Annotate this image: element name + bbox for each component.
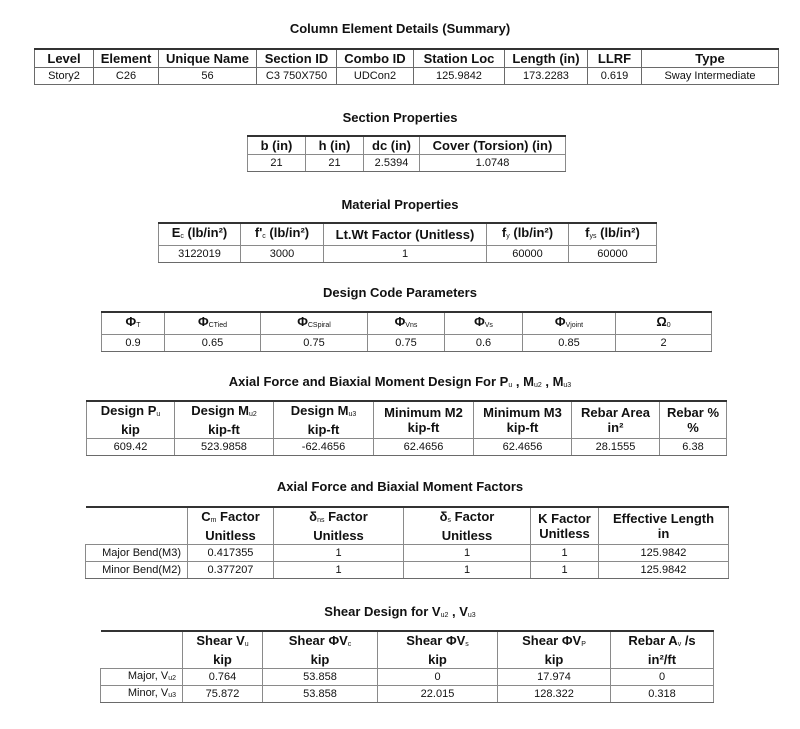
axial-title-text: Axial Force and Biaxial Moment Design For P xyxy=(228,374,509,389)
header-unit: kip xyxy=(213,652,232,667)
table-row xyxy=(35,68,779,85)
ec-subscript: c xyxy=(180,233,184,240)
header-text: Design M xyxy=(191,403,249,418)
header-text: K Factor xyxy=(538,511,591,526)
shear-title-sub: u2 xyxy=(440,612,449,619)
axial-title-text: , M xyxy=(512,374,534,389)
header-fy xyxy=(487,223,569,246)
axial-header-row xyxy=(87,401,727,439)
moment-factors-title: Axial Force and Biaxial Moment Factors xyxy=(276,479,524,494)
header-fc xyxy=(241,223,324,246)
cell-combo-id: UDCon2 xyxy=(337,68,414,85)
table-row xyxy=(248,155,566,172)
cell-k: 1 xyxy=(531,545,599,562)
header-sub: u xyxy=(244,641,249,648)
cell-rebar-area: 28.1555 xyxy=(572,439,660,456)
header-unit: kip-ft xyxy=(208,422,240,437)
cell-cm: 0.417355 xyxy=(188,545,274,562)
header-ec xyxy=(159,223,241,246)
header-text: Effective Length xyxy=(612,511,715,526)
phi-symbol: Φ xyxy=(125,314,137,329)
cell-llrf: 0.619 xyxy=(588,68,642,85)
cell-effective-length: 125.9842 xyxy=(599,545,729,562)
header-text: Minimum M2 xyxy=(384,405,463,420)
material-properties-title: Material Properties xyxy=(341,197,459,212)
ec-symbol: E xyxy=(171,225,181,240)
header-shear-vu xyxy=(183,631,263,669)
cell-fy: 60000 xyxy=(487,246,569,263)
header-text: Rebar % xyxy=(666,405,720,420)
phi-symbol: Φ xyxy=(197,314,209,329)
cell-section-id: C3 750X750 xyxy=(257,68,337,85)
phi-subscript: CSpiral xyxy=(307,322,331,329)
cell-phi-t: 0.9 xyxy=(102,335,165,352)
cell-shear-phivp: 17.974 xyxy=(498,669,611,686)
fc-subscript: c xyxy=(262,233,266,240)
header-text: Factor xyxy=(216,509,260,524)
cell-phi-vns: 0.75 xyxy=(368,335,445,352)
header-phi-t xyxy=(102,312,165,335)
header-unit: Unitless xyxy=(205,528,256,543)
row-label-text: Minor, V xyxy=(127,686,169,699)
design-code-title: Design Code Parameters xyxy=(323,285,477,300)
axial-title-sub: u3 xyxy=(563,382,572,389)
cell-ec: 3122019 xyxy=(159,246,241,263)
header-sub: s xyxy=(447,517,452,524)
moment-factors-table xyxy=(85,506,729,579)
omega-subscript: 0 xyxy=(666,322,671,329)
fy-subscript: y xyxy=(506,233,510,240)
table-row xyxy=(102,335,712,352)
cell-shear-phivc: 53.858 xyxy=(263,686,378,703)
header-ltwt: Lt.Wt Factor (Unitless) xyxy=(324,223,487,246)
header-unit: kip-ft xyxy=(307,422,340,437)
section-properties-table xyxy=(247,135,566,172)
header-effective-length xyxy=(599,507,729,545)
cell-shear-phivc: 53.858 xyxy=(263,669,378,686)
cell-element: C26 xyxy=(94,68,159,85)
header-design-mu2 xyxy=(175,401,274,439)
fy-symbol: f xyxy=(501,225,507,240)
fc-unit: (lb/in²) xyxy=(265,225,310,240)
header-sub: u2 xyxy=(249,411,257,418)
shear-title-text: Shear Design for V xyxy=(324,604,441,619)
row-label-minor-bend: Minor Bend(M2) xyxy=(86,562,188,579)
header-sub: P xyxy=(581,641,586,648)
cell-shear-vu: 75.872 xyxy=(183,686,263,703)
header-omega-0 xyxy=(616,312,712,335)
cell-cm: 0.377207 xyxy=(188,562,274,579)
header-unit: in xyxy=(657,526,670,541)
cell-rebar-av-s: 0.318 xyxy=(611,686,714,703)
design-code-header-row xyxy=(102,312,712,335)
material-header-row xyxy=(159,223,657,246)
cell-type: Sway Intermediate xyxy=(642,68,779,85)
cell-omega-0: 2 xyxy=(616,335,712,352)
header-text: Factor xyxy=(451,509,495,524)
phi-symbol: Φ xyxy=(474,314,485,329)
header-sub: ns xyxy=(317,517,325,524)
fy-unit: (lb/in²) xyxy=(509,225,554,240)
row-label-text: Major, V xyxy=(127,669,169,682)
row-label-minor xyxy=(101,686,183,703)
cell-phi-vjoint: 0.85 xyxy=(523,335,616,352)
ec-unit: (lb/in²) xyxy=(183,225,228,240)
row-label-major xyxy=(101,669,183,686)
axial-design-title xyxy=(0,374,800,394)
axial-title-sub: u2 xyxy=(533,382,542,389)
header-llrf: LLRF xyxy=(588,49,642,68)
header-fys xyxy=(569,223,657,246)
header-cm-factor xyxy=(188,507,274,545)
header-unit: kip-ft xyxy=(506,420,539,435)
shear-design-table xyxy=(100,630,714,703)
cell-shear-phivp: 128.322 xyxy=(498,686,611,703)
header-shear-phivs xyxy=(378,631,498,669)
phi-symbol: Φ xyxy=(554,314,566,329)
header-phi-cspiral xyxy=(261,312,368,335)
header-sub: m xyxy=(210,517,217,524)
phi-symbol: Φ xyxy=(297,314,308,329)
header-phi-vns xyxy=(368,312,445,335)
header-text: Minimum M3 xyxy=(483,405,562,420)
phi-subscript: CTied xyxy=(208,322,228,329)
header-section-id: Section ID xyxy=(257,49,337,68)
shear-design-title xyxy=(0,604,800,624)
table-row xyxy=(86,545,729,562)
header-shear-phivp xyxy=(498,631,611,669)
header-sub: v xyxy=(677,641,682,648)
cell-station-loc: 125.9842 xyxy=(414,68,505,85)
header-ds-factor xyxy=(404,507,531,545)
factors-header-row xyxy=(86,507,729,545)
header-text: Shear ΦV xyxy=(522,633,582,648)
header-phi-vs xyxy=(445,312,523,335)
cell-fys: 60000 xyxy=(569,246,657,263)
cell-cover: 1.0748 xyxy=(420,155,566,172)
header-cover: Cover (Torsion) (in) xyxy=(420,136,566,155)
axial-design-table xyxy=(86,400,727,456)
axial-title-sub: u xyxy=(508,382,513,389)
header-sub: s xyxy=(465,641,469,648)
section-header-row xyxy=(248,136,566,155)
header-unit: Unitless xyxy=(313,528,364,543)
phi-subscript: T xyxy=(136,322,141,329)
shear-header-row xyxy=(101,631,714,669)
cell-phi-ctied: 0.65 xyxy=(165,335,261,352)
header-unit: kip-ft xyxy=(407,420,440,435)
cell-design-mu3: -62.4656 xyxy=(274,439,374,456)
header-phi-vjoint xyxy=(523,312,616,335)
header-text: Design P xyxy=(100,403,157,418)
header-sub: u3 xyxy=(348,411,357,418)
cell-effective-length: 125.9842 xyxy=(599,562,729,579)
header-text: Shear ΦV xyxy=(406,633,466,648)
cell-shear-vu: 0.764 xyxy=(183,669,263,686)
cell-design-pu: 609.42 xyxy=(87,439,175,456)
cell-dc: 2.5394 xyxy=(364,155,420,172)
header-combo-id: Combo ID xyxy=(337,49,414,68)
cell-design-mu2: 523.9858 xyxy=(175,439,274,456)
cell-dns: 1 xyxy=(274,545,404,562)
cell-shear-phivs: 22.015 xyxy=(378,686,498,703)
header-unique-name: Unique Name xyxy=(159,49,257,68)
header-unit: kip xyxy=(310,652,330,667)
header-rebar-percent xyxy=(660,401,727,439)
header-phi-ctied xyxy=(165,312,261,335)
header-minimum-m2 xyxy=(374,401,474,439)
cell-dns: 1 xyxy=(274,562,404,579)
fys-subscript: ys xyxy=(589,233,597,240)
header-blank xyxy=(86,507,188,545)
table-row xyxy=(159,246,657,263)
summary-header-row xyxy=(35,49,779,68)
table-row xyxy=(101,669,714,686)
header-length: Length (in) xyxy=(505,49,588,68)
summary-title: Column Element Details (Summary) xyxy=(289,21,511,36)
phi-subscript: Vjoint xyxy=(565,322,584,329)
shear-title-text: , V xyxy=(448,604,468,619)
cell-level: Story2 xyxy=(35,68,94,85)
cell-minimum-m3: 62.4656 xyxy=(474,439,572,456)
header-blank xyxy=(101,631,183,669)
header-b: b (in) xyxy=(248,136,306,155)
cell-shear-phivs: 0 xyxy=(378,669,498,686)
shear-title-sub: u3 xyxy=(467,612,476,619)
header-station-loc: Station Loc xyxy=(414,49,505,68)
header-text: Design M xyxy=(290,403,349,418)
header-text: δ xyxy=(439,509,448,524)
header-rebar-area xyxy=(572,401,660,439)
cell-minimum-m2: 62.4656 xyxy=(374,439,474,456)
header-h: h (in) xyxy=(306,136,364,155)
header-text: Factor xyxy=(324,509,368,524)
header-unit: % xyxy=(687,420,699,435)
header-text: Shear V xyxy=(196,633,245,648)
table-row xyxy=(86,562,729,579)
cell-phi-vs: 0.6 xyxy=(445,335,523,352)
header-shear-phivc xyxy=(263,631,378,669)
material-properties-table xyxy=(158,222,657,263)
header-design-mu3 xyxy=(274,401,374,439)
summary-table xyxy=(34,48,779,85)
header-dns-factor xyxy=(274,507,404,545)
header-unit: in² xyxy=(607,420,624,435)
cell-rebar-percent: 6.38 xyxy=(660,439,727,456)
header-level: Level xyxy=(35,49,94,68)
phi-subscript: Vns xyxy=(405,322,418,329)
header-text: C xyxy=(201,509,211,524)
cell-b: 21 xyxy=(248,155,306,172)
fc-symbol: f' xyxy=(254,225,263,240)
header-unit: kip xyxy=(544,652,564,667)
row-label-sub: u2 xyxy=(168,674,176,682)
header-rebar-av-s xyxy=(611,631,714,669)
cell-phi-cspiral: 0.75 xyxy=(261,335,368,352)
fys-symbol: f xyxy=(585,225,590,240)
header-text: Rebar A xyxy=(628,633,678,648)
phi-subscript: Vs xyxy=(484,322,493,329)
header-k-factor xyxy=(531,507,599,545)
cell-ltwt: 1 xyxy=(324,246,487,263)
cell-k: 1 xyxy=(531,562,599,579)
row-label-sub: u3 xyxy=(168,691,176,699)
header-text: δ xyxy=(309,509,318,524)
cell-fc: 3000 xyxy=(241,246,324,263)
header-dc: dc (in) xyxy=(364,136,420,155)
header-element: Element xyxy=(94,49,159,68)
cell-length: 173.2283 xyxy=(505,68,588,85)
cell-unique-name: 56 xyxy=(159,68,257,85)
omega-symbol: Ω xyxy=(656,314,667,329)
header-unit: Unitless xyxy=(441,528,493,543)
axial-title-text: , M xyxy=(541,374,564,389)
header-design-pu xyxy=(87,401,175,439)
phi-symbol: Φ xyxy=(394,314,406,329)
section-properties-title: Section Properties xyxy=(342,110,458,125)
header-minimum-m3 xyxy=(474,401,572,439)
cell-h: 21 xyxy=(306,155,364,172)
design-code-table xyxy=(101,311,712,352)
fys-unit: (lb/in²) xyxy=(596,225,640,240)
header-sub: u xyxy=(156,411,161,418)
header-text: /s xyxy=(681,633,696,648)
table-row xyxy=(101,686,714,703)
header-unit: kip xyxy=(121,422,140,437)
cell-rebar-av-s: 0 xyxy=(611,669,714,686)
header-text: Rebar Area xyxy=(581,405,650,420)
header-unit: Unitless xyxy=(539,526,590,541)
row-label-major-bend: Major Bend(M3) xyxy=(86,545,188,562)
header-text: Shear ΦV xyxy=(288,633,348,648)
header-unit: in²/ft xyxy=(647,652,677,667)
header-type: Type xyxy=(642,49,779,68)
header-unit: kip xyxy=(428,652,447,667)
cell-ds: 1 xyxy=(404,562,531,579)
header-sub: c xyxy=(347,641,352,648)
cell-ds: 1 xyxy=(404,545,531,562)
table-row xyxy=(87,439,727,456)
